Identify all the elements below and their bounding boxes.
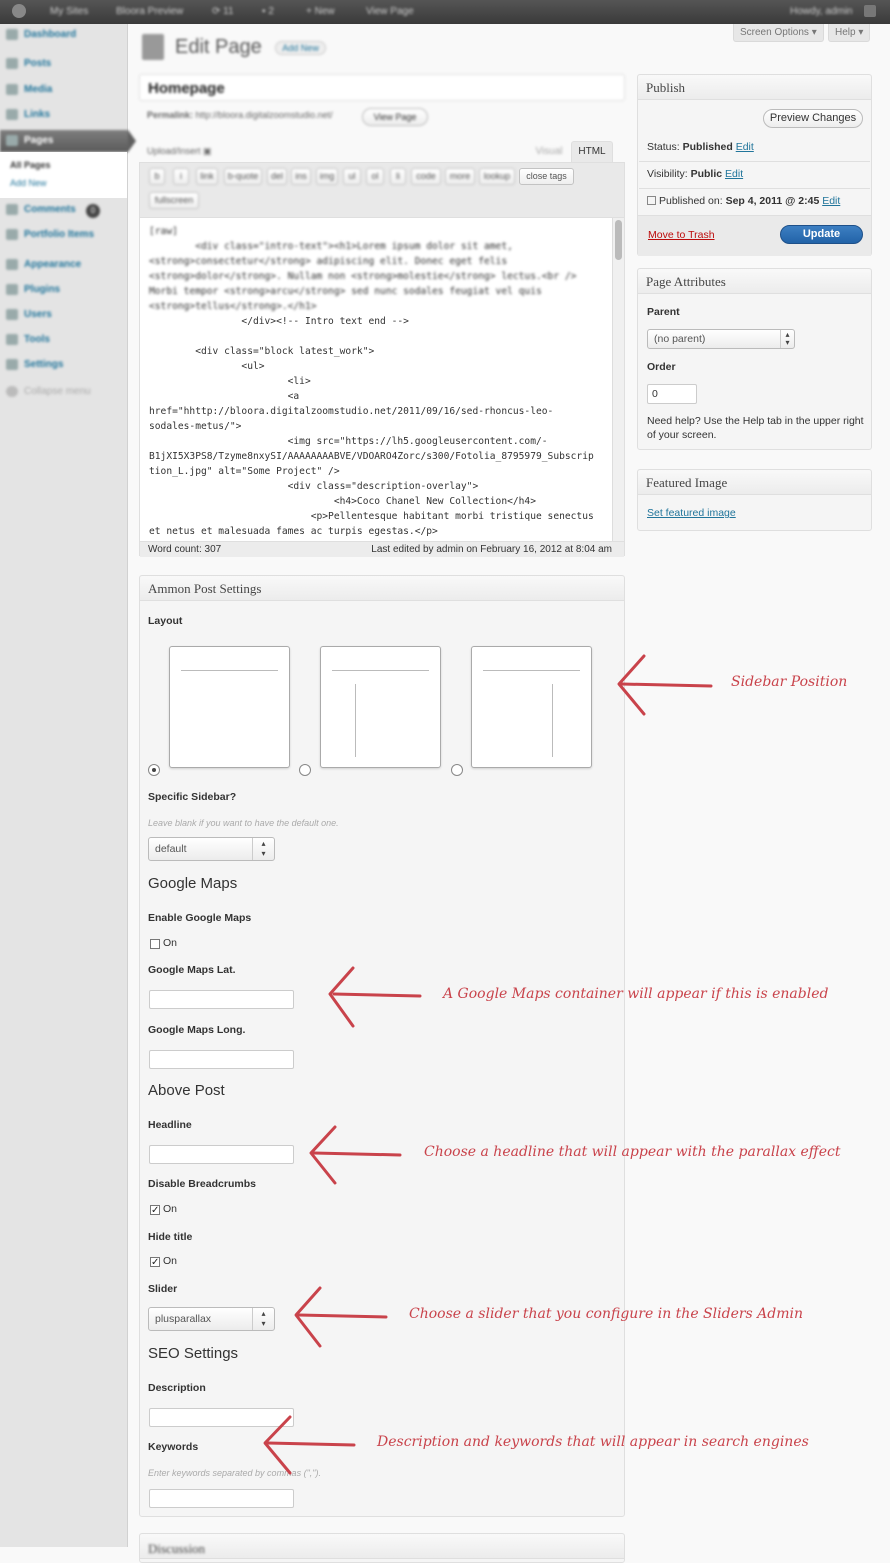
sidebar-item-portfolio[interactable]: Portfolio Items	[0, 224, 128, 246]
qt-fullscreen-button[interactable]: fullscreen	[149, 192, 199, 209]
avatar[interactable]	[864, 5, 876, 17]
preview-changes-button[interactable]: Preview Changes	[763, 109, 863, 128]
discussion-header[interactable]: Discussion	[140, 1534, 624, 1559]
publish-actions	[638, 215, 871, 256]
settings-icon	[6, 359, 18, 370]
admin-bar-my-sites[interactable]: My Sites	[50, 6, 89, 17]
disable-breadcrumbs-checkbox[interactable]: ✓	[151, 1205, 160, 1216]
qt-more-button[interactable]: more	[445, 168, 475, 185]
select-arrows-icon: ▴ ▾	[252, 838, 274, 860]
hide-title-on-label: On	[163, 1255, 178, 1267]
sidebar-item-comments[interactable]: Comments 0	[0, 199, 128, 221]
maps-lat-input[interactable]	[149, 990, 294, 1009]
sidebar-item-pages[interactable]: Pages	[0, 130, 128, 152]
specific-sidebar-hint: Leave blank if you want to have the default one.	[148, 818, 339, 828]
last-edited: Last edited by admin on February 16, 2012 at 8:04 am	[371, 544, 612, 555]
keywords-hint: Enter keywords separated by commas (",").	[148, 1468, 321, 1478]
sidebar-item-media[interactable]: Media	[0, 79, 128, 101]
posts-icon	[6, 58, 18, 69]
qt-ul-button[interactable]: ul	[343, 168, 361, 185]
description-label: Description	[148, 1382, 206, 1394]
maps-lat-label: Google Maps Lat.	[148, 964, 236, 976]
annotation-google-maps: A Google Maps container will appear if this is enabled	[443, 986, 829, 1002]
qt-li-button[interactable]: li	[390, 168, 406, 185]
order-input[interactable]: 0	[647, 384, 697, 404]
permalink-url[interactable]: http://bloora.digitalzoomstudio.net/	[195, 110, 333, 120]
qt-close-tags-button[interactable]: close tags	[519, 168, 574, 185]
layout-option-full-width[interactable]	[169, 646, 290, 768]
tab-html[interactable]: HTML	[571, 141, 613, 163]
sidebar-sub-all-pages[interactable]: All Pages	[10, 160, 51, 170]
sidebar-item-settings[interactable]: Settings	[0, 354, 128, 376]
layout-label: Layout	[148, 615, 183, 627]
sidebar-item-plugins[interactable]: Plugins	[0, 279, 128, 301]
page-attributes-header[interactable]: Page Attributes	[638, 269, 871, 294]
admin-bar-updates[interactable]: ⟳ 11	[212, 6, 234, 17]
page-attributes-box	[637, 268, 872, 450]
headline-input[interactable]	[149, 1145, 294, 1164]
arrow-sidebar-position	[619, 656, 711, 714]
comments-count-badge: 0	[86, 204, 100, 218]
tab-visual[interactable]: Visual	[535, 146, 563, 157]
set-featured-image-link[interactable]: Set featured image	[647, 507, 736, 519]
qt-ins-button[interactable]: ins	[291, 168, 311, 185]
help-text-line2: of your screen.	[647, 429, 717, 441]
sidebar-item-tools[interactable]: Tools	[0, 329, 128, 351]
sidebar-select[interactable]: default ▴ ▾	[148, 837, 275, 861]
wordpress-logo-icon[interactable]	[12, 4, 26, 18]
hide-title-checkbox[interactable]: ✓	[151, 1257, 160, 1268]
keywords-label: Keywords	[148, 1441, 199, 1453]
layout-radio-3[interactable]	[451, 764, 463, 776]
featured-image-header[interactable]: Featured Image	[638, 470, 871, 495]
calendar-icon	[647, 196, 656, 205]
discussion-box	[139, 1533, 625, 1563]
tools-icon	[6, 334, 18, 345]
ammon-settings-header[interactable]: Ammon Post Settings	[140, 576, 624, 601]
screen-options-tab[interactable]: Screen Options ▾	[733, 24, 824, 42]
qt-italic-button[interactable]: i	[173, 168, 189, 185]
sidebar-item-users[interactable]: Users	[0, 304, 128, 326]
hide-title-label: Hide title	[148, 1231, 193, 1243]
maps-long-label: Google Maps Long.	[148, 1024, 246, 1036]
select-arrows-icon: ▴ ▾	[780, 330, 794, 348]
collapse-icon	[6, 386, 18, 397]
above-post-title: Above Post	[148, 1082, 225, 1099]
post-title-input[interactable]: Homepage	[139, 74, 625, 101]
published-on-row: Published on: Sep 4, 2011 @ 2:45 Edit	[647, 195, 840, 207]
links-icon	[6, 109, 18, 120]
disable-breadcrumbs-label: Disable Breadcrumbs	[148, 1178, 256, 1190]
pages-icon	[6, 135, 18, 146]
admin-sidebar	[0, 24, 128, 1547]
disable-breadcrumbs-on-label: On	[163, 1203, 178, 1215]
help-tab[interactable]: Help ▾	[828, 24, 870, 42]
sidebar-sub-add-new[interactable]: Add New	[10, 178, 47, 188]
update-button[interactable]: Update	[780, 225, 863, 244]
layout-option-left-sidebar[interactable]	[471, 646, 592, 768]
annotation-headline: Choose a headline that will appear with the parallax effect	[424, 1144, 841, 1160]
admin-bar-site-name[interactable]: Bloora Preview	[116, 6, 184, 17]
qt-code-button[interactable]: code	[411, 168, 441, 185]
qt-bold-button[interactable]: b	[149, 168, 165, 185]
slider-label: Slider	[148, 1283, 178, 1295]
view-page-button[interactable]: View Page	[362, 108, 428, 126]
qt-del-button[interactable]: del	[267, 168, 287, 185]
add-new-button[interactable]: Add New	[275, 41, 326, 55]
keywords-input[interactable]	[149, 1489, 294, 1508]
annotation-seo: Description and keywords that will appear in search engines	[377, 1434, 809, 1450]
enable-maps-checkbox[interactable]	[150, 939, 160, 949]
editor-status-bar	[140, 541, 624, 557]
layout-radio-1[interactable]	[148, 764, 160, 776]
comments-icon	[6, 204, 18, 215]
help-text-line1: Need help? Use the Help tab in the upper right	[647, 415, 864, 427]
pages-submenu	[0, 152, 127, 198]
editor-textarea[interactable]: [raw] <div class="intro-text"><h1>Lorem ipsum dolor sit amet, <strong>consectetur</strong> adipiscing elit. Donec eget felis <strong>dolor</strong>. Nullam non <strong>molestie</strong> lectus.<br /> Morbi tempor <strong>arcu</strong> sed nunc sodales feugiat vel quis <strong>tellus</strong>.</h1> </div><!-- Intro text end --> <div class="block latest_work"> <ul> <li> <a href="hhttp://bloora.digitalzoomstudio.net/2011/09/16/sed-rhoncus-leo- sodales-metus/"> <img src="https://lh5.googleusercontent.com/- B1jXI5X3PS8/Tzyme8nxySI/AAAAAAAABVE/VDOARO4Zorc/s300/Fotolia_8795979_Subscrip tion_L.jpg" alt="Some Project" /> <div class="description-overlay"> <h4>Coco Chanel New Collection</h4> <p>Pellentesque habitant morbi tristique senectus et netus et malesuada fames ac turpis egestas.</p>	[140, 217, 624, 541]
visibility-edit-link[interactable]: Edit	[725, 168, 744, 180]
upload-insert[interactable]: Upload/Insert ▣	[147, 146, 212, 156]
published-edit-link[interactable]: Edit	[822, 195, 841, 207]
publish-box	[637, 74, 872, 256]
headline-label: Headline	[148, 1119, 192, 1131]
editor-scroll-thumb[interactable]	[615, 220, 622, 260]
visibility-row: Visibility: Public Edit	[647, 168, 744, 180]
admin-bar	[0, 0, 890, 24]
portfolio-icon	[6, 229, 18, 240]
status-edit-link[interactable]: Edit	[735, 141, 754, 153]
parent-select[interactable]: (no parent) ▴ ▾	[647, 329, 795, 349]
featured-image-box	[637, 469, 872, 531]
annotation-slider: Choose a slider that you configure in the Sliders Admin	[409, 1306, 804, 1322]
status-row: Status: Published Edit	[647, 141, 754, 153]
collapse-menu[interactable]: Collapse menu	[0, 381, 128, 403]
specific-sidebar-label: Specific Sidebar?	[148, 791, 237, 803]
annotation-sidebar-position: Sidebar Position	[731, 674, 848, 690]
enable-maps-label: Enable Google Maps	[148, 912, 252, 924]
seo-settings-title: SEO Settings	[148, 1345, 239, 1362]
order-label: Order	[647, 361, 676, 373]
move-to-trash-link[interactable]: Move to Trash	[648, 229, 715, 241]
admin-bar-new[interactable]: + New	[306, 6, 335, 17]
permalink-row: Permalink: http://bloora.digitalzoomstudio.net/	[147, 110, 333, 120]
layout-option-right-sidebar[interactable]	[320, 646, 441, 768]
description-input[interactable]	[149, 1408, 294, 1427]
qt-bquote-button[interactable]: b-quote	[224, 168, 262, 185]
maps-long-input[interactable]	[149, 1050, 294, 1069]
ammon-post-settings-box	[139, 575, 625, 1517]
sidebar-item-links[interactable]: Links	[0, 104, 128, 126]
enable-maps-on-label: On	[163, 937, 178, 949]
qt-lookup-button[interactable]: lookup	[479, 168, 515, 185]
plugins-icon	[6, 284, 18, 295]
media-icon	[6, 84, 18, 95]
publish-box-header[interactable]: Publish	[638, 75, 871, 100]
editor-scrollbar[interactable]	[612, 218, 624, 542]
select-arrows-icon: ▴ ▾	[252, 1308, 274, 1330]
admin-bar-howdy[interactable]: Howdy, admin	[790, 6, 853, 17]
parent-label: Parent	[647, 306, 680, 318]
sidebar-item-posts[interactable]: Posts	[0, 53, 128, 75]
qt-ol-button[interactable]: ol	[366, 168, 384, 185]
layout-radio-2[interactable]	[299, 764, 311, 776]
appearance-icon	[6, 259, 18, 270]
qt-link-button[interactable]: link	[196, 168, 218, 185]
google-maps-title: Google Maps	[148, 875, 238, 892]
word-count: Word count: 307	[148, 544, 222, 555]
admin-bar-view-page[interactable]: View Page	[366, 6, 414, 17]
users-icon	[6, 309, 18, 320]
sidebar-item-dashboard[interactable]: Dashboard	[0, 24, 128, 46]
admin-bar-comments[interactable]: ▪ 2	[262, 6, 274, 17]
sidebar-item-appearance[interactable]: Appearance	[0, 254, 128, 276]
dashboard-icon	[6, 29, 18, 40]
slider-select[interactable]: plusparallax ▴ ▾	[148, 1307, 275, 1331]
page-title: Edit Page Add New	[140, 36, 326, 59]
qt-img-button[interactable]: img	[316, 168, 338, 185]
html-editor	[139, 162, 625, 556]
